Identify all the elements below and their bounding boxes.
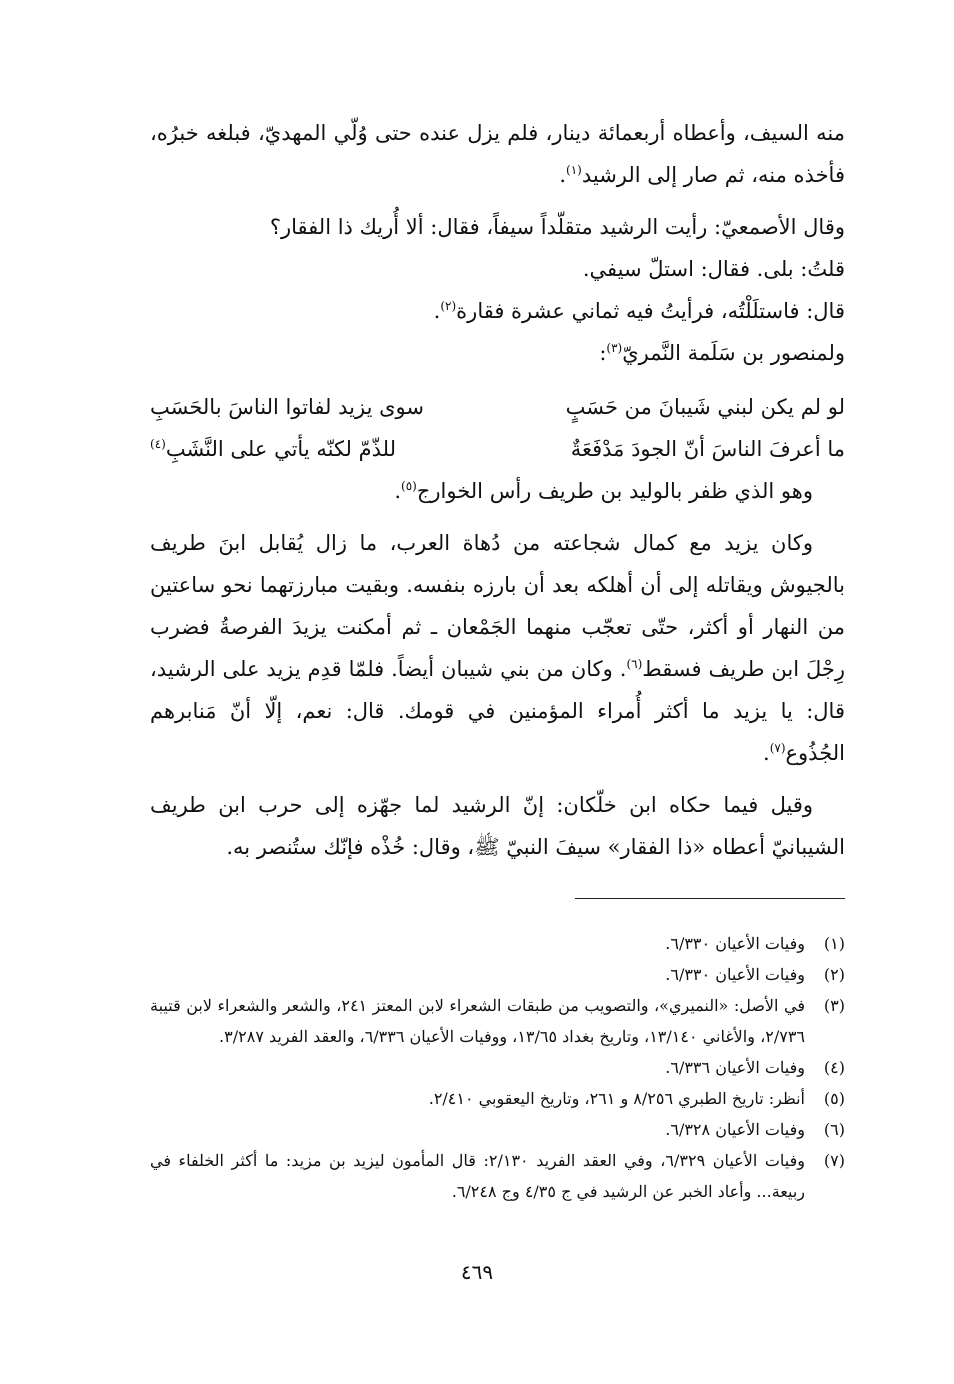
text-line: خبرُه، فأخذه منه، ثم صار إلى الرشيد — [150, 121, 845, 187]
text-line: وقال الأصمعيّ: رأيت الرشيد متقلّداً سيفاً، فقال: ألا أُريك ذا الفقار؟ — [269, 215, 845, 239]
punctuation: . — [394, 479, 402, 503]
text-block: . وكان من بني شيبان أيضاً. فلمّا قدِم يزيد على الرشيد، قال: يا يزيد ما أكثر أُمراء المؤمنين في قومك. قال: نعم، إلّا أنّ مَنابرهم الجُذُوع — [150, 657, 845, 765]
footnote-ref[interactable]: (٧) — [769, 741, 786, 755]
footnote-ref[interactable]: (١) — [566, 163, 582, 177]
footnote-number: (٦) — [823, 1120, 845, 1139]
footnote-7 — [150, 1145, 845, 1207]
footnote-1 — [150, 928, 845, 959]
text-line: ولمنصور بن سَلَمة النَّمريّ — [622, 341, 845, 365]
paragraph-1 — [150, 112, 845, 196]
punctuation: . — [559, 163, 567, 187]
footnote-2 — [150, 959, 845, 990]
text-block: وقيل فيما حكاه ابن خلّكان: إنّ الرشيد لما جهّزه إلى حرب ابن طريف الشيبانيّ أعطاه «ذا الفقار» سيفَ النبيّ ﷺ، وقال: خُذْه فإنّك ستُنصر به. — [150, 793, 845, 859]
text-line: وهو الذي ظفر بالوليد بن طريف رأس الخوارج — [416, 479, 813, 503]
footnote-divider — [575, 898, 845, 899]
text-block: وكان يزيد مع كمال شجاعته من دُهاة العرب، ما زال يُقابل ابنَ طريف بالجيوش ويقاتله إلى أن أهلكه بعد أن بارزه بنفسه. وبقيت مبارزتهما نحو ساعتين من النهار أو أكثر، حتّى تعجّب منهما الجَمْعان ـ ثم أمكنت يزيدَ الفرصةُ فضرب رِجْلَ ابن طريف فسقط — [150, 531, 845, 681]
text-line: قلتُ: بلى. فقال: استلّ سيفي. — [582, 257, 845, 281]
footnote-text: وفيات الأعيان ٦/٣٢٩، وفي العقد الفريد ٢/١٣٠: قال المأمون ليزيد بن مزيد: ما أكثر الخلفاء في ربيعة... وأعاد الخبر عن الرشيد في ج ٤/٣٥ وج ٦/٢٤٨. — [150, 1151, 805, 1201]
footnote-6 — [150, 1114, 845, 1145]
footnote-ref[interactable]: (٣) — [606, 341, 623, 355]
punctuation: : — [599, 341, 607, 365]
footnote-text: وفيات الأعيان ٦/٣٢٨. — [665, 1120, 805, 1139]
footnote-number: (٢) — [823, 965, 845, 984]
text-line: منه السيف، وأعطاه أربعمائة دينار، فلم يزل عنده حتى وُلّي المهديّ، فبلغه — [206, 121, 845, 145]
footnote-ref[interactable]: (٤) — [150, 437, 166, 451]
verse-hemistich-left — [150, 428, 396, 470]
verse-line-2 — [150, 428, 845, 470]
footnote-ref[interactable]: (٥) — [401, 479, 417, 493]
verse-line-1 — [150, 386, 845, 428]
footnote-ref[interactable]: (٢) — [440, 299, 457, 313]
paragraph-2-line-1 — [150, 206, 845, 248]
paragraph-5 — [150, 784, 845, 868]
footnote-number: (٤) — [823, 1058, 845, 1077]
footnote-number: (٧) — [823, 1151, 845, 1170]
verse-hemistich-right: ما أعرفَ الناسَ أنّ الجودَ مَدْفَعَةٌ — [570, 437, 845, 461]
paragraph-4 — [150, 522, 845, 774]
footnote-text: في الأصل: «النميري»، والتصويب من طبقات الشعراء لابن المعتز ٢٤١، والشعر والشعراء لابن قتيبة ٢/٧٣٦، والأغاني ١٣/١٤٠، وتاريخ بغداد ١٣/٦٥، ووفيات الأعيان ٦/٣٣٦، والعقد الفريد ٣/٢٨٧. — [150, 996, 805, 1046]
page-number: ٤٦٩ — [460, 1260, 494, 1284]
footnote-number: (١) — [823, 934, 845, 953]
text-line: قال: فاستلَلْتُه، فرأيتُ فيه ثماني عشرة فقارة — [456, 299, 845, 323]
paragraph-2-line-4 — [150, 332, 845, 374]
main-text — [150, 112, 845, 868]
paragraph-3 — [150, 470, 845, 512]
footnote-number: (٣) — [823, 996, 845, 1015]
paragraph-2-line-3 — [150, 290, 845, 332]
footnote-ref[interactable]: (٦) — [626, 657, 643, 671]
verse-hemistich-left: سوى يزيد لفاتوا الناسَ بالحَسَبِ — [150, 395, 424, 419]
footnote-3 — [150, 990, 845, 1052]
footnote-text: وفيات الأعيان ٦/٣٣٦. — [665, 1058, 805, 1077]
footnotes — [150, 928, 845, 1207]
footnote-number: (٥) — [823, 1089, 845, 1108]
footnote-5 — [150, 1083, 845, 1114]
paragraph-2-line-2 — [150, 248, 845, 290]
footnote-text: أنظر: تاريخ الطبري ٨/٢٥٦ و ٢٦١، وتاريخ اليعقوبي ٢/٤١٠. — [428, 1089, 805, 1108]
punctuation: . — [433, 299, 441, 323]
footnote-text: وفيات الأعيان ٦/٣٣٠. — [665, 965, 805, 984]
punctuation: . — [763, 741, 770, 765]
verse-hemistich-right: لو لم يكن لبني شَيبانَ من حَسَبٍ — [565, 395, 845, 419]
footnote-4 — [150, 1052, 845, 1083]
footnote-text: وفيات الأعيان ٦/٣٣٠. — [665, 934, 805, 953]
verse-text: للذّمّ لكنّه يأتي على النَّشَبِ — [165, 437, 396, 461]
